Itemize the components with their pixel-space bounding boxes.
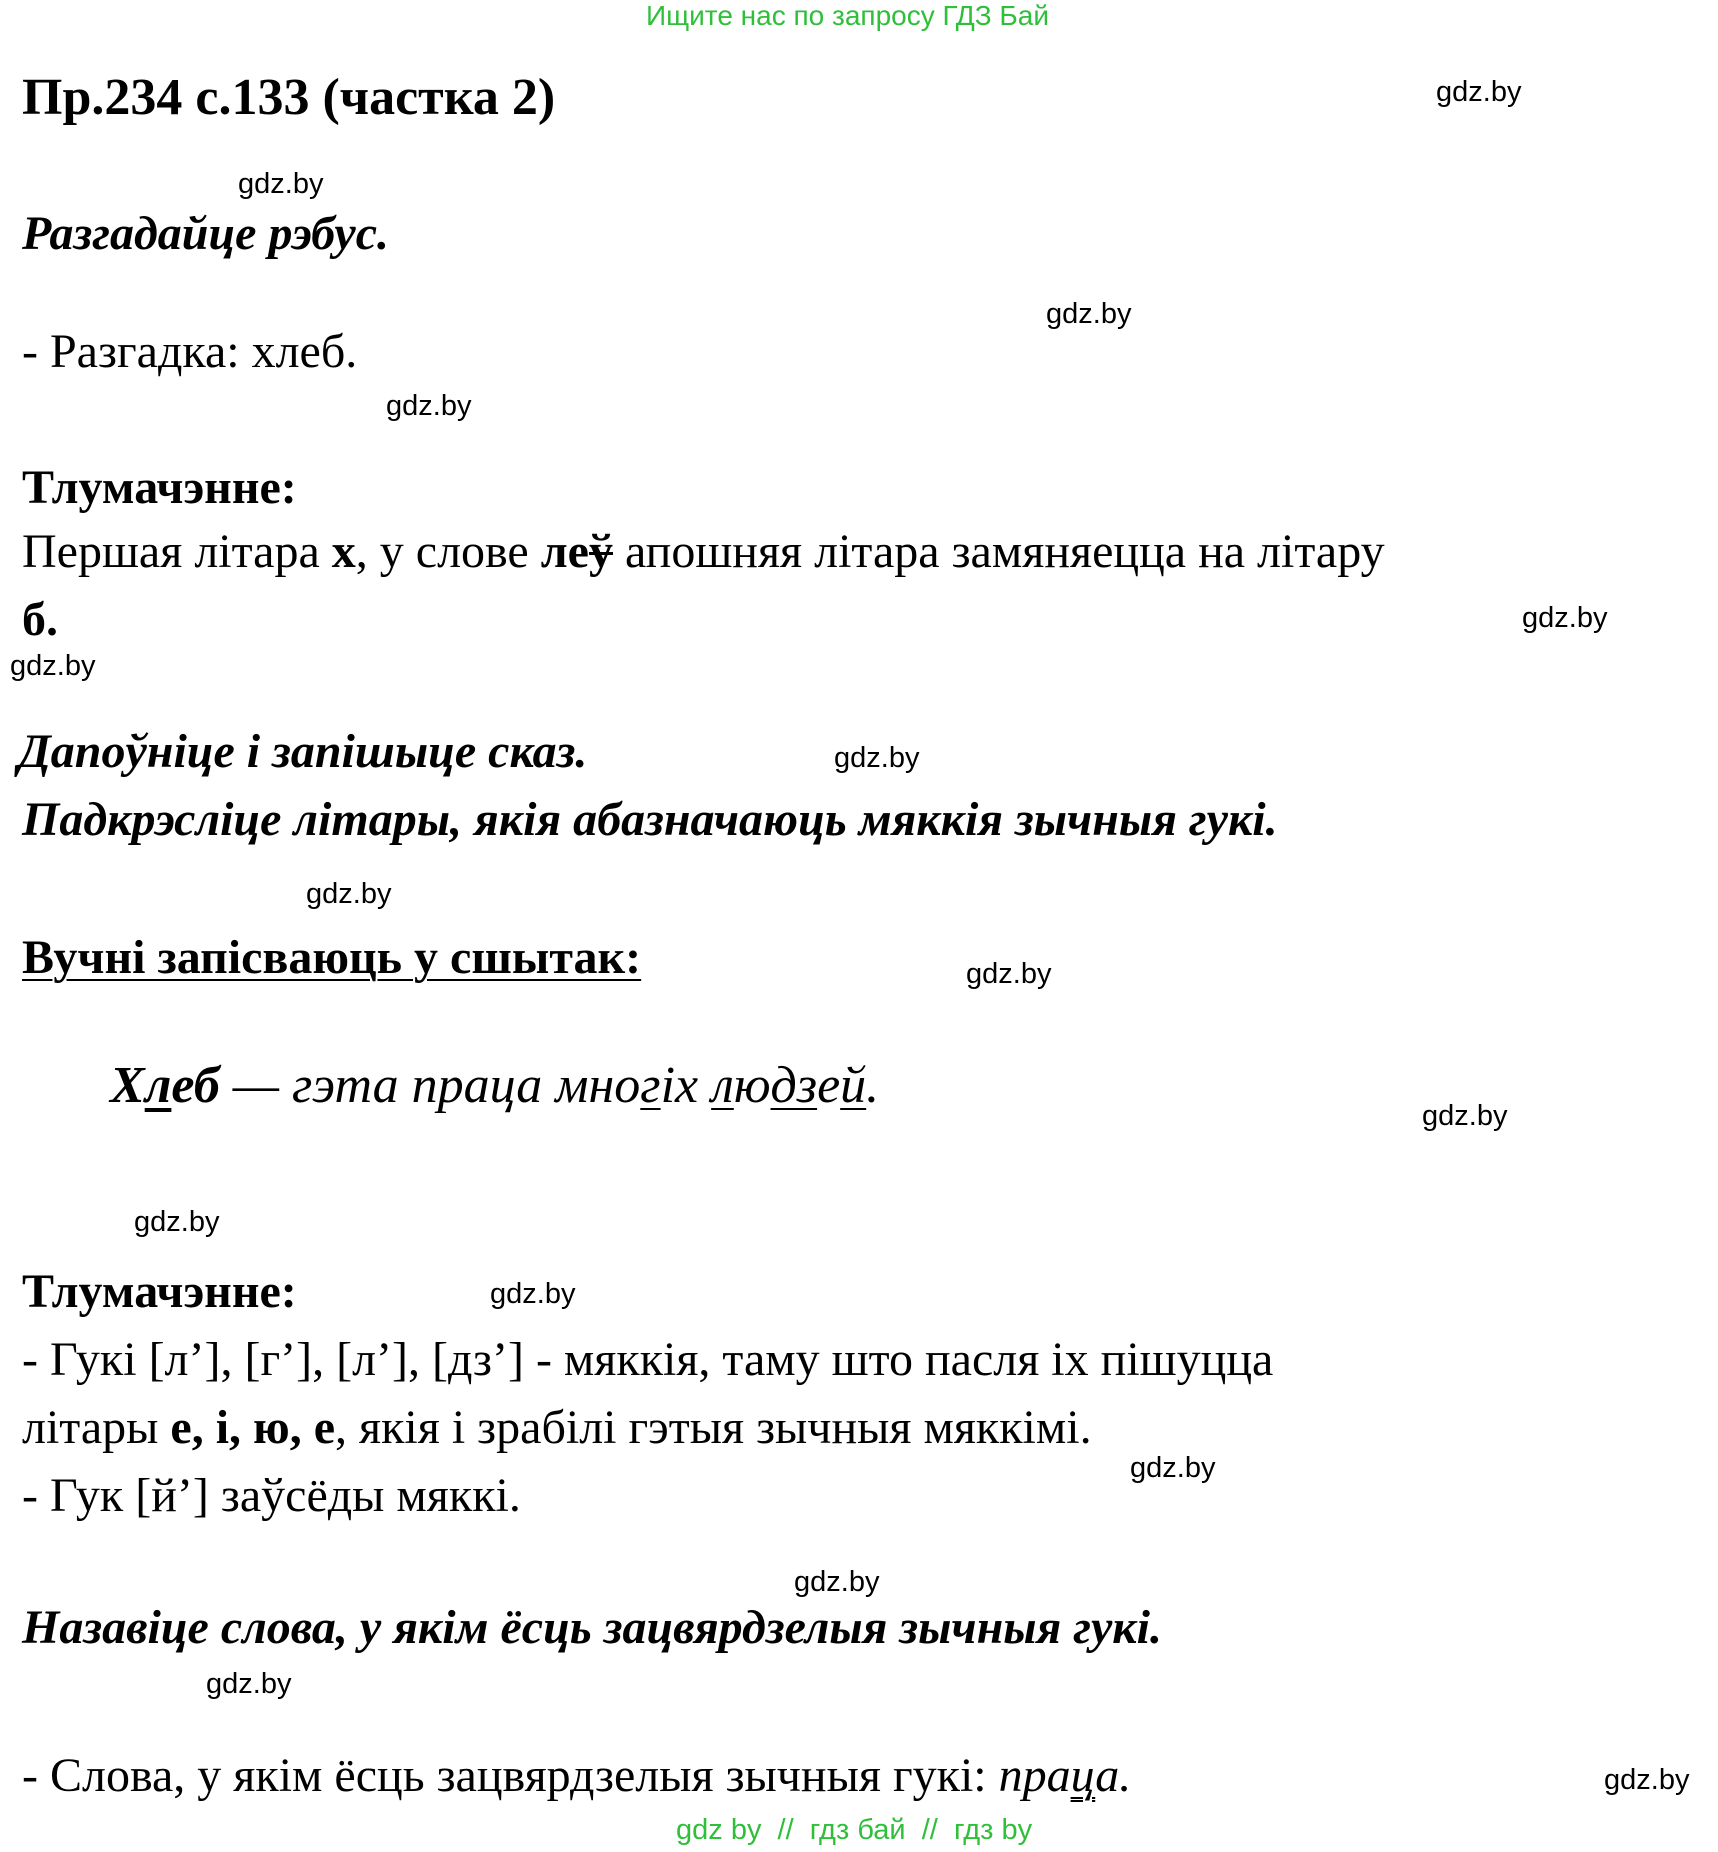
explanation-line: Першая літара х, у слове леў апошняя літара замяняецца на літару: [22, 518, 1385, 586]
footer-links: gdz by // гдз бай // гдз by: [676, 1814, 1033, 1846]
watermark: gdz.by: [794, 1566, 880, 1598]
watermark: gdz.by: [1130, 1452, 1216, 1484]
notebook-sentence: Хлеб — гэта праца многіх людзей.: [110, 1057, 880, 1114]
watermark: gdz.by: [1604, 1764, 1690, 1796]
watermark: gdz.by: [306, 878, 392, 910]
watermark: gdz.by: [10, 650, 96, 682]
watermark: gdz.by: [1436, 76, 1522, 108]
hardened-answer: - Слова, у якім ёсць зацвярдзелыя зычныя гукі: праца.: [22, 1749, 1132, 1802]
explanation-sounds-line1: - Гукі [л’], [г’], [л’], [дз’] - мяккія, таму што пасля іх пішуцца: [22, 1333, 1274, 1386]
task-prompt-underline: Падкрэсліце літары, якія абазначаюць мяккія зычныя гукі.: [22, 793, 1278, 846]
watermark: gdz.by: [386, 390, 472, 422]
task-prompt-complete: Дапоўніце і запішыце сказ.: [18, 725, 588, 778]
watermark: gdz.by: [238, 168, 324, 200]
watermark: gdz.by: [834, 742, 920, 774]
rebus-answer: - Разгадка: хлеб.: [22, 325, 358, 378]
task-prompt-hardened: Назавіце слова, у якім ёсць зацвярдзелыя зычныя гукі.: [22, 1601, 1162, 1654]
explanation-sounds-line3: - Гук [й’] заўсёды мяккі.: [22, 1469, 521, 1522]
explanation-heading-2: Тлумачэнне:: [22, 1265, 297, 1318]
explanation-sounds-line2: літары е, і, ю, е, якія і зрабілі гэтыя зычныя мяккімі.: [22, 1401, 1092, 1454]
watermark: gdz.by: [134, 1206, 220, 1238]
explanation-heading: Тлумачэнне:: [22, 461, 297, 514]
watermark: gdz.by: [206, 1668, 292, 1700]
notebook-heading: Вучні запісваюць у сшытак:: [22, 931, 642, 984]
watermark: gdz.by: [1422, 1100, 1508, 1132]
watermark: gdz.by: [490, 1278, 576, 1310]
watermark: gdz.by: [966, 958, 1052, 990]
search-hint: Ищите нас по запросу ГДЗ Бай: [646, 0, 1050, 31]
explanation-letter-b: б.: [22, 593, 58, 646]
page-title: Пр.234 с.133 (частка 2): [22, 69, 556, 126]
task-prompt-rebus: Разгадайце рэбус.: [22, 207, 390, 260]
watermark: gdz.by: [1046, 298, 1132, 330]
watermark: gdz.by: [1522, 602, 1608, 634]
